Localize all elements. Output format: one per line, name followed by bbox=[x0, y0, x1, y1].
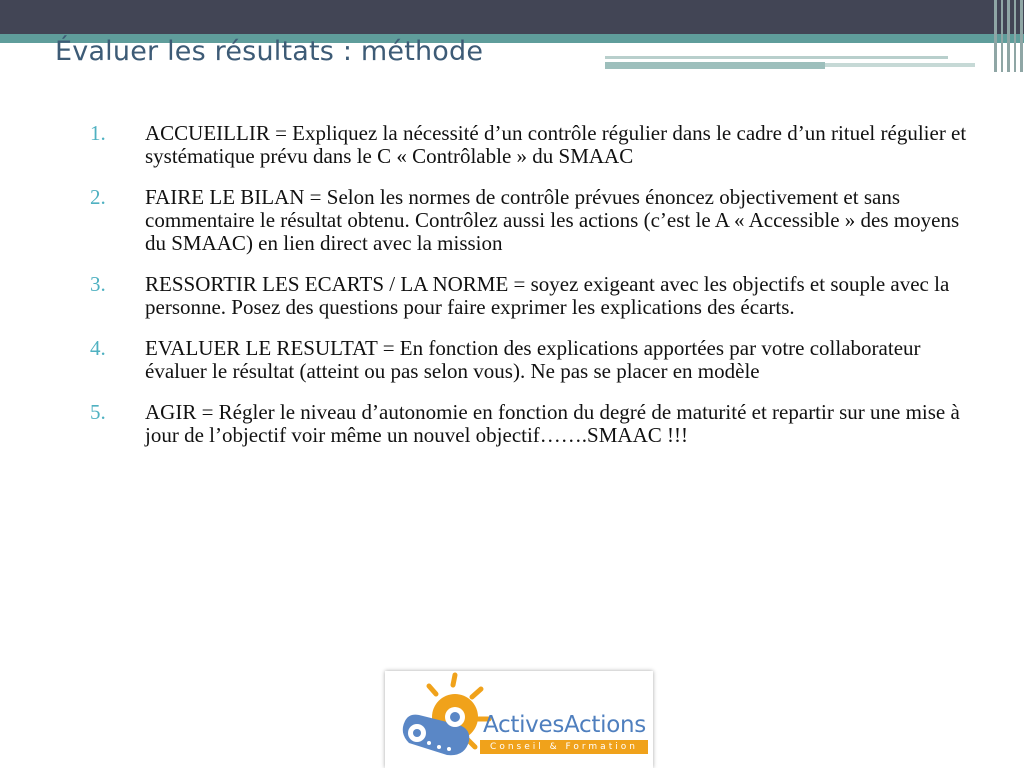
step-number: 5. bbox=[90, 400, 106, 424]
decorative-stripe bbox=[605, 56, 948, 59]
list-item bbox=[90, 337, 980, 383]
decorative-stripe bbox=[605, 62, 825, 69]
list-item bbox=[90, 273, 980, 319]
step-text: EVALUER LE RESULTAT = En fonction des explications apportées par votre collaborateur évaluer le résultat (atteint ou pas selon vous). Ne pas se placer en modèle bbox=[145, 336, 921, 383]
decorative-vertical-bars bbox=[990, 0, 1024, 72]
step-number: 1. bbox=[90, 121, 106, 145]
step-number: 3. bbox=[90, 272, 106, 296]
decorative-stripe bbox=[825, 63, 975, 67]
step-text: ACCUEILLIR = Expliquez la nécessité d’un contrôle régulier dans le cadre d’un rituel régulier et systématique prévu dans le C « Contrôlable » du SMAAC bbox=[145, 121, 967, 168]
list-item bbox=[90, 401, 980, 447]
list-item bbox=[90, 122, 980, 168]
step-number: 2. bbox=[90, 185, 106, 209]
step-number: 4. bbox=[90, 336, 106, 360]
method-step-list bbox=[90, 122, 980, 465]
step-text: RESSORTIR LES ECARTS / LA NORME = soyez exigeant avec les objectifs et souple avec la personne. Posez des questions pour faire exprimer les explications des écarts. bbox=[145, 272, 950, 319]
logo-brand-name: ActivesActions bbox=[483, 712, 646, 738]
step-text: AGIR = Régler le niveau d’autonomie en fonction du degré de maturité et repartir sur une mise à jour de l’objectif voir même un nouvel objectif…….SMAAC !!! bbox=[145, 400, 960, 447]
list-item bbox=[90, 186, 980, 255]
logo-tagline: Conseil & Formation bbox=[480, 740, 648, 754]
company-logo bbox=[385, 671, 653, 768]
step-text: FAIRE LE BILAN = Selon les normes de contrôle prévues énoncez objectivement et sans commentaire le résultat obtenu. Contrôlez aussi les actions (c’est le A « Accessible » des moyens du SMAAC) en lien direct avec la mission bbox=[145, 185, 960, 255]
slide-title: Évaluer les résultats : méthode bbox=[55, 36, 484, 67]
header-bar bbox=[0, 0, 1024, 34]
